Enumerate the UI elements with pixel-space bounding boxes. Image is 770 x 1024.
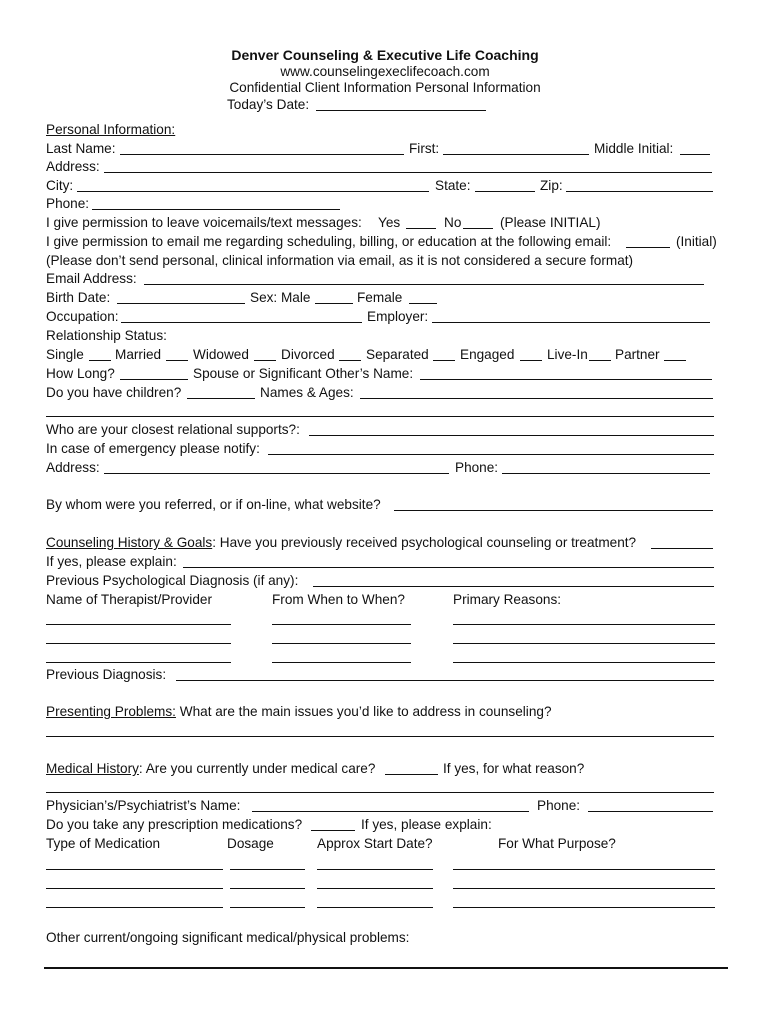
presenting-field[interactable] <box>46 736 714 737</box>
spouse-label: Spouse or Significant Other’s Name: <box>193 366 414 381</box>
reasons-column-header: Primary Reasons: <box>453 592 562 607</box>
email-permission-initial-field[interactable] <box>626 247 670 248</box>
city-field[interactable] <box>77 191 429 192</box>
medical-heading: Medical History <box>46 761 139 776</box>
emergency-field[interactable] <box>268 454 714 455</box>
emergency-phone-label: Phone: <box>455 460 499 475</box>
status-married-label: Married <box>115 347 162 362</box>
status-live-in-field[interactable] <box>589 360 611 361</box>
zip-label: Zip: <box>540 178 563 193</box>
female-field[interactable] <box>409 303 437 304</box>
medical-question-text: : Are you currently under medical care? <box>138 761 376 776</box>
org-title: Denver Counseling & Executive Life Coaching <box>231 47 539 63</box>
medication-type-field-1[interactable] <box>46 869 223 870</box>
presenting-heading: Presenting Problems: <box>46 704 176 719</box>
employer-field[interactable] <box>432 322 710 323</box>
dosage-field-2[interactable] <box>230 888 305 889</box>
initial-note: (Initial) <box>676 234 717 249</box>
if-yes-explain-field[interactable] <box>183 567 714 568</box>
supports-label: Who are your closest relational supports?: <box>46 422 300 437</box>
website: www.counselingexeclifecoach.com <box>280 64 490 79</box>
physician-phone-label: Phone: <box>537 798 581 813</box>
state-field[interactable] <box>475 191 535 192</box>
relationship-status-label: Relationship Status: <box>46 328 167 343</box>
status-live-in-label: Live-In <box>547 347 588 362</box>
bottom-rule <box>44 967 728 969</box>
date-label: Today’s Date: <box>227 97 310 112</box>
first-name-label: First: <box>409 141 440 156</box>
physician-phone-field[interactable] <box>588 811 713 812</box>
counseling-question-text: : Have you previously received psychological counseling or treatment? <box>212 535 637 550</box>
phone-field[interactable] <box>92 209 340 210</box>
prescription-field[interactable] <box>311 830 355 831</box>
therapist-field-3[interactable] <box>46 662 231 663</box>
how-long-field[interactable] <box>120 379 188 380</box>
zip-field[interactable] <box>566 191 713 192</box>
when-field-3[interactable] <box>272 662 411 663</box>
referral-label: By whom were you referred, or if on-line, what website? <box>46 497 381 512</box>
supports-field[interactable] <box>309 435 714 436</box>
voicemail-yes-field[interactable] <box>406 228 436 229</box>
voicemail-no-label: No <box>444 215 462 230</box>
when-column-header: From When to When? <box>272 592 405 607</box>
email-address-field[interactable] <box>144 284 704 285</box>
status-married-field[interactable] <box>166 360 188 361</box>
address-label: Address: <box>46 159 100 174</box>
state-label: State: <box>435 178 471 193</box>
presenting-question-text: What are the main issues you’d like to address in counseling? <box>175 704 552 719</box>
start-date-header: Approx Start Date? <box>317 836 433 851</box>
previous-dx-field[interactable] <box>313 586 714 587</box>
therapist-column-header: Name of Therapist/Provider <box>46 592 212 607</box>
voicemail-permission-label: I give permission to leave voicemails/text messages: <box>46 215 362 230</box>
status-engaged-field[interactable] <box>520 360 542 361</box>
prescription-label: Do you take any prescription medications? <box>46 817 303 832</box>
email-permission-label: I give permission to email me regarding scheduling, billing, or education at the following email: <box>46 234 612 249</box>
date-field[interactable] <box>316 110 486 111</box>
when-field-2[interactable] <box>272 643 411 644</box>
therapist-field-2[interactable] <box>46 643 231 644</box>
medical-reason-label: If yes, for what reason? <box>443 761 585 776</box>
emergency-address-label: Address: <box>46 460 100 475</box>
dosage-header: Dosage <box>227 836 274 851</box>
please-initial-note: (Please INITIAL) <box>500 215 601 230</box>
status-partner-field[interactable] <box>664 360 686 361</box>
purpose-field-2[interactable] <box>453 888 715 889</box>
sex-male-label: Sex: Male <box>250 290 311 305</box>
reasons-field-2[interactable] <box>453 643 715 644</box>
medical-question <box>46 761 375 777</box>
status-separated-field[interactable] <box>433 360 455 361</box>
occupation-label: Occupation: <box>46 309 119 324</box>
emergency-phone-field[interactable] <box>502 473 710 474</box>
status-separated-label: Separated <box>366 347 429 362</box>
purpose-field-3[interactable] <box>453 907 715 908</box>
previous-diagnosis-field[interactable] <box>176 680 714 681</box>
phone-label: Phone: <box>46 196 90 211</box>
voicemail-no-field[interactable] <box>463 228 493 229</box>
physician-label: Physician’s/Psychiatrist’s Name: <box>46 798 241 813</box>
if-yes-explain-label: If yes, please explain: <box>46 554 177 569</box>
medication-type-field-2[interactable] <box>46 888 223 889</box>
prescription-explain-label: If yes, please explain: <box>361 817 492 832</box>
medical-reason-field[interactable] <box>46 792 714 793</box>
personal-heading: Personal Information: <box>46 122 176 137</box>
physician-field[interactable] <box>252 811 529 812</box>
female-label: Female <box>357 290 403 305</box>
email-address-label: Email Address: <box>46 271 137 286</box>
start-date-field-2[interactable] <box>317 888 433 889</box>
last-name-label: Last Name: <box>46 141 116 156</box>
therapist-field-1[interactable] <box>46 624 231 625</box>
start-date-field-3[interactable] <box>317 907 433 908</box>
sex-male-field[interactable] <box>315 303 353 304</box>
presenting-question <box>46 704 552 720</box>
emergency-label: In case of emergency please notify: <box>46 441 260 456</box>
dosage-field-3[interactable] <box>230 907 305 908</box>
city-label: City: <box>46 178 74 193</box>
reasons-field-1[interactable] <box>453 624 715 625</box>
counseling-answer-field[interactable] <box>651 548 713 549</box>
purpose-field-1[interactable] <box>453 869 715 870</box>
names-ages-field-2[interactable] <box>46 416 714 417</box>
counseling-heading: Counseling History & Goals <box>46 535 213 550</box>
address-field[interactable] <box>104 172 712 173</box>
status-engaged-label: Engaged <box>460 347 515 362</box>
purpose-header: For What Purpose? <box>498 836 616 851</box>
reasons-field-3[interactable] <box>453 662 715 663</box>
employer-label: Employer: <box>367 309 429 324</box>
birth-date-label: Birth Date: <box>46 290 111 305</box>
medication-type-header: Type of Medication <box>46 836 161 851</box>
status-single-label: Single <box>46 347 84 362</box>
email-note: (Please don’t send personal, clinical information via email, as it is not considered a secure format) <box>46 253 634 268</box>
previous-diagnosis-label: Previous Diagnosis: <box>46 667 167 682</box>
status-divorced-field[interactable] <box>339 360 361 361</box>
other-problems-label: Other current/ongoing significant medical/physical problems: <box>46 930 410 945</box>
dosage-field-1[interactable] <box>230 869 305 870</box>
start-date-field-1[interactable] <box>317 869 433 870</box>
names-ages-label: Names & Ages: <box>260 385 354 400</box>
status-widowed-field[interactable] <box>254 360 276 361</box>
medical-care-field[interactable] <box>385 774 438 775</box>
spouse-field[interactable] <box>420 379 712 380</box>
last-name-field[interactable] <box>120 154 404 155</box>
medication-type-field-3[interactable] <box>46 907 223 908</box>
middle-initial-label: Middle Initial: <box>594 141 674 156</box>
names-ages-field[interactable] <box>360 398 713 399</box>
previous-dx-label: Previous Psychological Diagnosis (if any): <box>46 573 299 588</box>
occupation-field[interactable] <box>121 322 362 323</box>
counseling-question <box>46 535 636 551</box>
status-widowed-label: Widowed <box>193 347 249 362</box>
children-label: Do you have children? <box>46 385 182 400</box>
middle-initial-field[interactable] <box>680 154 710 155</box>
status-single-field[interactable] <box>89 360 111 361</box>
when-field-1[interactable] <box>272 624 411 625</box>
status-divorced-label: Divorced <box>281 347 335 362</box>
first-name-field[interactable] <box>443 154 589 155</box>
how-long-label: How Long? <box>46 366 115 381</box>
emergency-address-field[interactable] <box>104 473 449 474</box>
referral-field[interactable] <box>394 510 713 511</box>
voicemail-yes-label: Yes <box>378 215 401 230</box>
form-title: Confidential Client Information Personal Information <box>229 80 541 95</box>
birth-date-field[interactable] <box>117 303 245 304</box>
children-field[interactable] <box>187 398 255 399</box>
status-partner-label: Partner <box>615 347 660 362</box>
